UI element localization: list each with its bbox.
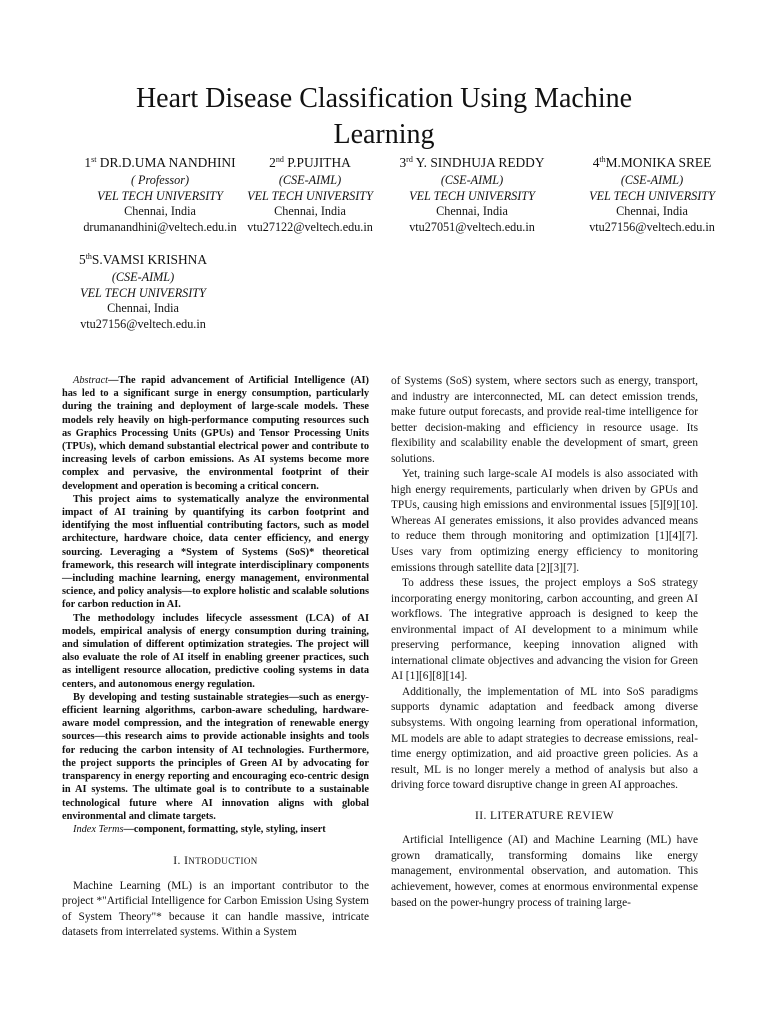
author-name: 4thM.MONIKA SREE [592, 155, 712, 170]
author-name: 2nd P.PUJITHA [269, 155, 351, 170]
title-line-2: Learning [333, 118, 435, 150]
section-heading-literature-review: II. LITERATURE REVIEW [474, 809, 615, 822]
abstract-label: Abstract [73, 375, 109, 386]
paper-title [40, 81, 728, 153]
abstract-paragraph-1: Abstract—The rapid advancement of Artificial Intelligence (AI) has led to a significant surge in energy consumption, particularly during the training and deployment of large-scale models. These models rely heavily on high-performance computing resources such as Graphics Processing Units (GPUs) and Tensor Processing Units (TPUs), which demand substantial electrical power and contribute to increasing levels of carbon emissions. As AI systems become more complex and pervasive, the environmental footprint of their development and operation is becoming a critical concern. [62, 375, 369, 492]
author-name: 1st DR.D.UMA NANDHINI [84, 155, 236, 170]
literature-paragraph-1: Artificial Intelligence (AI) and Machine Learning (ML) have grown dramatically, transforming domains like energy management, environmental observation, and automation. This achievement, however, comes at enormous environmental expense based on the power-hungry process of training large- [391, 834, 698, 909]
author-org: VEL TECH UNIVERSITY [247, 188, 373, 203]
author-block-5 [48, 251, 238, 332]
title-line-1: Heart Disease Classification Using Machine [135, 82, 633, 114]
author-block-4 [562, 154, 742, 235]
author-block-1 [60, 154, 260, 235]
author-org: VEL TECH UNIVERSITY [80, 285, 206, 300]
author-email: vtu27051@veltech.edu.in [409, 219, 535, 234]
intro-paragraph-5: Additionally, the implementation of ML into SoS paradigms supports dynamic adaptation and feedback among diverse subsystems. With ongoing learning from operational information, ML models are able to adapt strategies to decrease emissions, real-time energy optimization, and aid proactive green policies. As a result, ML is no longer merely a method of analysis but also a driving force toward disruptive change in green AI approaches. [391, 685, 698, 792]
author-email: vtu27156@veltech.edu.in [589, 219, 715, 234]
index-terms-label: Index Terms [73, 823, 124, 835]
abstract-paragraph-2: This project aims to systematically analyze the environmental impact of AI training by quantifying its carbon footprint and identifying the most influential contributing factors, such as model architecture, hardware choice, data center efficiency, and energy sourcing. Leveraging a *System of Systems (SoS)* theoretical framework, this research will integrate interdisciplinary components—including machine learning, energy management, environmental science, and policy analysis—to explore holistic and scalable solutions for carbon reduction in AI. [62, 493, 369, 611]
author-block-2 [240, 154, 380, 235]
author-email: vtu27122@veltech.edu.in [247, 219, 373, 234]
author-role: (CSE-AIML) [620, 173, 684, 187]
author-email: drumanandhini@veltech.edu.in [83, 219, 237, 234]
author-role: ( Professor) [130, 173, 190, 187]
author-org: VEL TECH UNIVERSITY [409, 188, 535, 203]
author-block-3 [392, 154, 552, 235]
author-role: (CSE-AIML) [440, 173, 504, 187]
author-name: 3rd Y. SINDHUJA REDDY [399, 155, 545, 170]
intro-paragraph-3: Yet, training such large-scale AI models is also associated with high energy requirements, particularly when driven by GPUs and TPUs, causing high emissions and environmental issues [5][9][10]. Whereas AI generates emissions, it also provides advanced means to reduce them through monitoring and optimization [1][4][7]. Uses vary from optimizing energy efficiency to monitoring emissions through satellite data [2][3][7]. [391, 468, 698, 574]
right-column [391, 374, 698, 911]
author-org: VEL TECH UNIVERSITY [589, 188, 715, 203]
author-city: Chennai, India [107, 301, 179, 316]
author-city: Chennai, India [124, 204, 196, 219]
abstract-paragraph-4: By developing and testing sustainable strategies—such as energy-efficient learning algorithms, carbon-aware scheduling, hardware-aware model compression, and the integration of renewable energy sources—this research aims to provide actionable insights and tools for reducing the carbon intensity of AI technologies. Furthermore, the project supports the principles of Green AI by advocating for transparency in energy reporting and encouraging eco-centric design in AI systems. The ultimate goal is to contribute to a sustainable technological future where AI innovation aligns with global environmental and climate targets. [62, 691, 369, 822]
intro-paragraph-4: To address these issues, the project employs a SoS strategy incorporating energy monitoring, carbon accounting, and green AI workflows. The integrative approach is designed to keep the environmental impact of AI development to a minimum while preserving performance, keeping innovation aligned with international climate objectives and advancing the vision for Green AI [1][6][8][14]. [391, 577, 698, 683]
index-terms: Index Terms—component, formatting, style, styling, insert [73, 823, 326, 835]
author-role: (CSE-AIML) [278, 173, 342, 187]
intro-paragraph-1: Machine Learning (ML) is an important contributor to the project *"Artificial Intelligence for Carbon Emission Using System of System Theory"* because it can handle massive, intricate datasets from interrelated systems. Within a System [62, 879, 369, 939]
author-name: 5thS.VAMSI KRISHNA [78, 252, 208, 267]
author-city: Chennai, India [274, 204, 346, 219]
intro-paragraph-2: of Systems (SoS) system, where sectors such as energy, transport, and industry are interconnected, ML can detect emission trends, make future output forecasts, and provide real-time intelligence for better decision-making and efficiency in resource usage. Its flexibility and scalability enable the development of smart, green solutions. [391, 375, 698, 465]
abstract-paragraph-3: The methodology includes lifecycle assessment (LCA) of AI models, empirical analysis of energy consumption during training, and simulation of different optimization strategies. The project will also evaluate the role of AI itself in enabling greener practices, such as intelligent resource allocation, predictive cooling systems in data centers, and autonomous energy regulation. [62, 612, 369, 690]
section-heading-introduction: I. INTRODUCTION [173, 855, 258, 868]
author-org: VEL TECH UNIVERSITY [97, 188, 223, 203]
author-city: Chennai, India [436, 204, 508, 219]
author-city: Chennai, India [616, 204, 688, 219]
author-email: vtu27156@veltech.edu.in [80, 316, 206, 331]
left-column [62, 374, 369, 941]
author-role: (CSE-AIML) [111, 270, 175, 284]
